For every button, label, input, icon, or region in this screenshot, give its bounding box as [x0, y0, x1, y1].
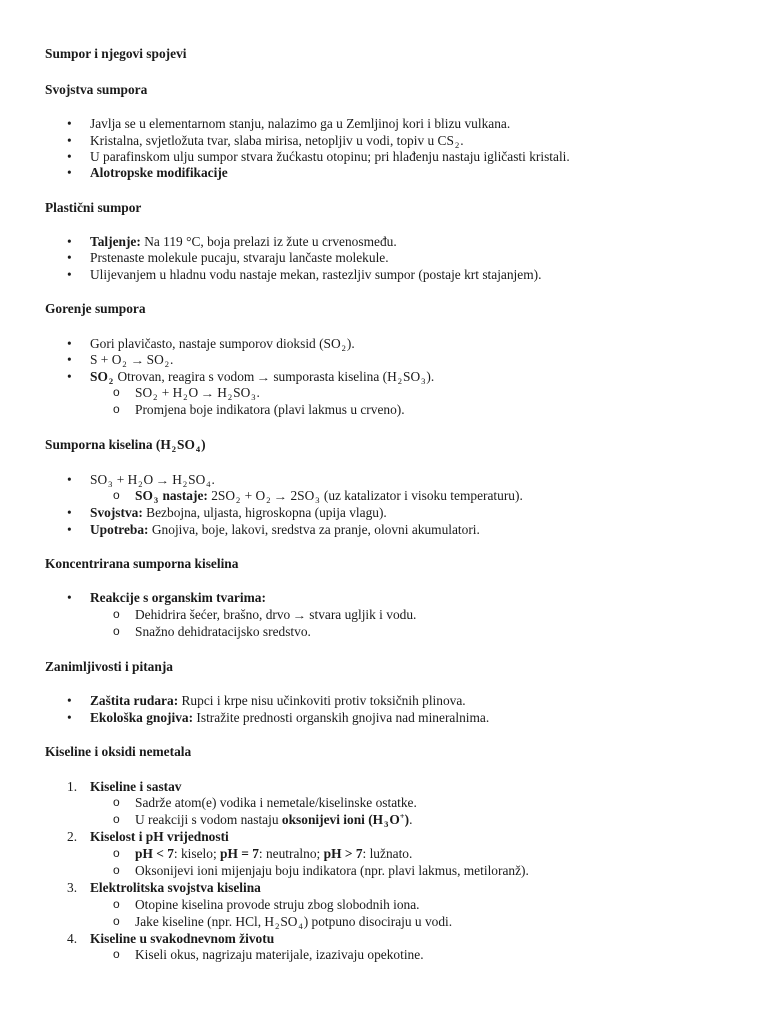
- circle-bullet-icon: o: [113, 846, 120, 860]
- list-item: • Zaštita rudara: Rupci i krpe nisu učinkoviti protiv toksičnih plinova.: [67, 693, 466, 708]
- sub-list-item: o $SO_3$ nastaje: $2SO_2 + O_2 \to 2SO_3$ (uz katalizator i visoku temperaturu).: [113, 488, 523, 505]
- sub-list-item: o Sadrže atom(e) vodika i nemetale/kiselinske ostatke.: [113, 795, 417, 810]
- list-item: • Prstenaste molekule pucaju, stvaraju lančaste molekule.: [67, 250, 389, 265]
- list-number: 1.: [67, 779, 78, 794]
- sub-list-item: o Promjena boje indikatora (plavi lakmus u crveno).: [113, 402, 405, 417]
- bullet-icon: •: [67, 590, 72, 605]
- bullet-icon: •: [67, 165, 72, 180]
- sub-list-item: o Jake kiseline (npr. HCl, $H_2SO_4$) potpuno disociraju u vodi.: [113, 914, 453, 931]
- bullet-icon: •: [67, 472, 72, 487]
- sub-list-item: o $SO_2 + H_2O \to H_2SO_3$.: [113, 385, 260, 402]
- list-item: • $S + O_2 \to SO_2$.: [67, 352, 174, 369]
- bullet-icon: •: [67, 149, 72, 164]
- list-item: • U parafinskom ulju sumpor stvara žućkastu otopinu; pri hlađenju nastaju igličasti kristali.: [67, 149, 570, 164]
- sub-list-item: o Dehidrira šećer, brašno, drvo → stvara ugljik i vodu.: [135, 606, 416, 625]
- circle-bullet-icon: o: [113, 863, 120, 877]
- bullet-icon: •: [67, 352, 72, 367]
- bullet-icon: •: [67, 693, 72, 708]
- list-item: • Reakcije s organskim tvarima:: [67, 590, 266, 605]
- arrow-icon: →: [274, 491, 288, 503]
- circle-bullet-icon: o: [113, 897, 120, 911]
- sub-list-item: o Oksonijevi ioni mijenjaju boju indikatora (npr. plavi lakmus, metiloranž).: [113, 863, 529, 878]
- heading-koncentrirana-kiselina: Koncentrirana sumporna kiselina: [45, 556, 239, 571]
- arrow-icon: →: [256, 372, 271, 384]
- bullet-icon: •: [67, 522, 72, 537]
- sub-list-item: o Kiseli okus, nagrizaju materijale, izazivaju opekotine.: [113, 947, 424, 962]
- circle-bullet-icon: o: [113, 914, 120, 928]
- bullet-icon: •: [67, 250, 72, 265]
- numbered-item: 2. Kiselost i pH vrijednosti: [67, 829, 229, 844]
- heading-kiseline-oksidi: Kiseline i oksidi nemetala: [45, 744, 192, 759]
- list-item: • Upotreba: Gnojiva, boje, lakovi, sredstva za pranje, olovni akumulatori.: [67, 522, 480, 537]
- list-item: • Ulijevanjem u hladnu vodu nastaje mekan, rastezljiv sumpor (postaje krt stajanjem).: [67, 267, 542, 282]
- circle-bullet-icon: o: [113, 385, 120, 399]
- sub-list-item: o Snažno dehidratacijsko sredstvo.: [113, 624, 311, 639]
- heading-zanimljivosti: Zanimljivosti i pitanja: [45, 659, 173, 674]
- list-number: 3.: [67, 880, 78, 895]
- circle-bullet-icon: o: [113, 812, 120, 826]
- heading-svojstva-sumpora: Svojstva sumpora: [45, 82, 148, 97]
- list-item: • Gori plavičasto, nastaje sumporov dioksid $(SO_2)$.: [67, 336, 355, 353]
- bullet-icon: •: [67, 505, 72, 520]
- bullet-icon: •: [67, 133, 72, 148]
- bullet-icon: •: [67, 234, 72, 249]
- list-item: • Taljenje: Na 119 °C, boja prelazi iz žute u crvenosmeđu.: [67, 234, 397, 249]
- arrow-icon: →: [130, 355, 144, 367]
- bullet-icon: •: [67, 336, 72, 351]
- circle-bullet-icon: o: [113, 624, 120, 638]
- list-item: • $SO_3 + H_2O \to H_2SO_4$.: [67, 472, 215, 489]
- list-item: • $SO_2$ Otrovan, reagira s vodom → sumporasta kiselina $(H_2SO_3)$.: [67, 369, 435, 386]
- heading-plasticni-sumpor: Plastični sumpor: [45, 200, 142, 215]
- numbered-item: 1. Kiseline i sastav: [67, 779, 182, 794]
- circle-bullet-icon: o: [113, 488, 120, 502]
- circle-bullet-icon: o: [113, 947, 120, 961]
- numbered-item: 4. Kiseline u svakodnevnom životu: [67, 931, 275, 946]
- list-item: • Javlja se u elementarnom stanju, nalazimo ga u Zemljinoj kori i blizu vulkana.: [67, 116, 511, 131]
- circle-bullet-icon: o: [113, 402, 120, 416]
- list-number: 2.: [67, 829, 78, 844]
- numbered-item: 3. Elektrolitska svojstva kiselina: [67, 880, 261, 895]
- sub-list-item: o U reakciji s vodom nastaju oksonijevi ioni $(H_3O^+)$.: [113, 811, 413, 829]
- list-number: 4.: [67, 931, 78, 946]
- bullet-icon: •: [67, 116, 72, 131]
- circle-bullet-icon: o: [113, 795, 120, 809]
- arrow-icon: →: [292, 610, 307, 622]
- document-title: Sumpor i njegovi spojevi: [45, 46, 187, 61]
- list-item: • Ekološka gnojiva: Istražite prednosti organskih gnojiva nad mineralnima.: [67, 710, 490, 725]
- bullet-icon: •: [67, 369, 72, 384]
- arrow-icon: →: [200, 388, 215, 400]
- arrow-icon: →: [155, 475, 170, 487]
- heading-sumporna-kiselina: Sumporna kiselina $(H_2SO_4)$: [45, 437, 206, 454]
- circle-bullet-icon: o: [113, 607, 120, 621]
- list-item: • Svojstva: Bezbojna, uljasta, higroskopna (upija vlagu).: [67, 505, 387, 520]
- sub-list-item: o pH < 7: kiselo; pH = 7: neutralno; pH > 7: lužnato.: [113, 846, 413, 861]
- sub-list-item: o Otopine kiselina provode struju zbog slobodnih iona.: [113, 897, 420, 912]
- heading-gorenje-sumpora: Gorenje sumpora: [45, 301, 146, 316]
- list-item: • Alotropske modifikacije: [67, 165, 228, 180]
- bullet-icon: •: [67, 267, 72, 282]
- list-item: • Kristalna, svjetložuta tvar, slaba mirisa, netopljiv u vodi, topiv u $CS_2$.: [67, 133, 464, 150]
- bullet-icon: •: [67, 710, 72, 725]
